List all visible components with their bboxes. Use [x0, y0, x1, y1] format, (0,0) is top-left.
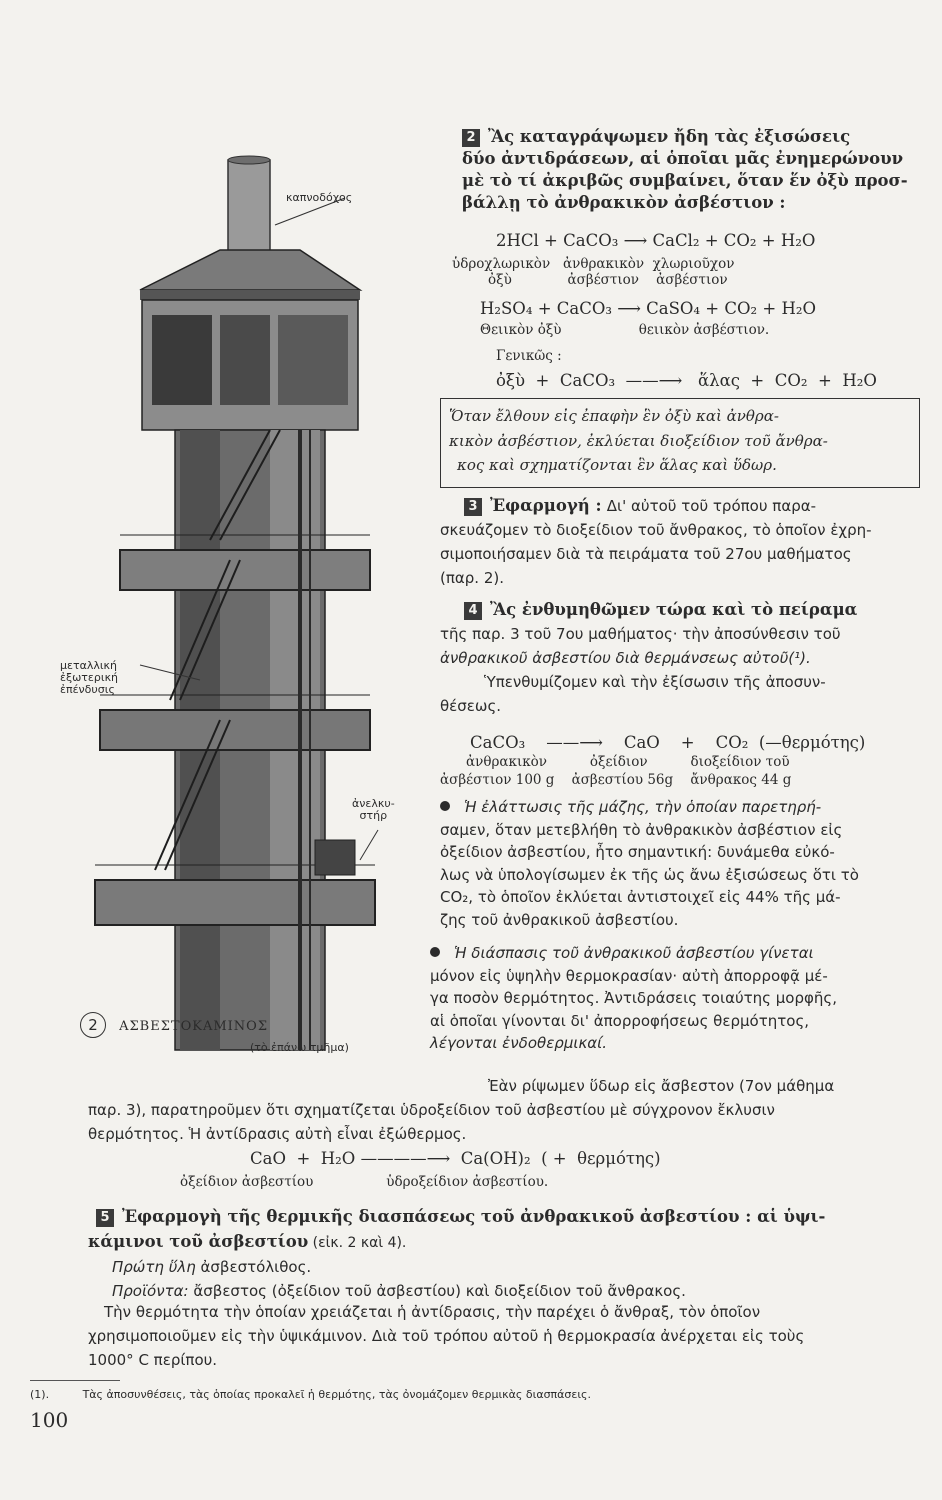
- section-4-heading: Ἂς ἐνθυμηθῶμεν τώρα καὶ τὸ πείραμα: [490, 600, 858, 619]
- figure-caption: [80, 1012, 349, 1054]
- paragraph-water: [88, 1074, 928, 1146]
- section-5-number: 5: [96, 1209, 114, 1227]
- paragraph-water-line-1: Ἐὰν ρίψωμεν ὕδωρ εἰς ἄσβεστον (7ον μάθημα: [488, 1077, 835, 1095]
- label-shell-line1: μεταλλική: [60, 659, 118, 672]
- bullet-1-line-5: CO₂, τὸ ὁποῖον ἐκλύεται ἀντιστοιχεῖ εἰς 44% τῆς μά-: [440, 888, 841, 906]
- general-label: Γενικῶς :: [496, 348, 562, 364]
- paragraph-water-line-2: παρ. 3), παρατηροῦμεν ὅτι σχηματίζεται ὑδροξείδιον τοῦ ἀσβεστίου μὲ σύγχρονον ἔκλυσιν: [88, 1101, 775, 1119]
- section-5-raw: Πρώτη ὕλη ἀσβεστόλιθος.: [112, 1258, 312, 1276]
- equation-h2so4: H₂SO₄ + CaCO₃ ⟶ CaSO₄ + CO₂ + H₂O: [480, 299, 816, 318]
- equation-hcl-label-2: ὀξὺ ἀσβέστιον ἀσβέστιον: [488, 272, 728, 288]
- section-5-body-line-3: 1000° C περίπου.: [88, 1351, 218, 1369]
- kiln-illustration: [60, 140, 440, 1060]
- bullet-1-line-4: λως νὰ ὑπολογίσωμεν ἐκ τῆς ὡς ἄνω ἐξισώσεως ὅτι τὸ: [440, 865, 859, 884]
- footnote-rule: [30, 1380, 120, 1381]
- label-shell-line2: ἐξωτερική: [60, 671, 119, 684]
- section-2-line-2: δύο ἀντιδράσεων, αἱ ὁποῖαι μᾶς ἐνημερώνουν: [462, 149, 904, 168]
- bullet-2-line-3: γα ποσὸν θερμότητος. Ἀντιδράσεις τοιαύτης μορφῆς,: [430, 989, 837, 1007]
- label-chimney: καπνοδόχος: [286, 191, 353, 204]
- section-4-line-4: θέσεως.: [440, 697, 502, 715]
- summary-box-line-2: κικὸν ἀσβέστιον, ἐκλύεται διοξείδιον τοῦ ἄνθρα-: [449, 432, 828, 450]
- equation-decomposition-label-2: ἀσβέστιον 100 g ἀσβεστίου 56g ἄνθρακος 44 g: [440, 772, 792, 788]
- equation-hcl-label-1: ὑδροχλωρικὸν ἀνθρακικὸν χλωριοῦχον: [452, 256, 735, 272]
- section-5-heading-line-2: κάμινοι τοῦ ἀσβεστίου (εἰκ. 2 καὶ 4).: [88, 1232, 407, 1251]
- section-5-heading-line-1: 5 Ἐφαρμογὴ τῆς θερμικῆς διασπάσεως τοῦ ἀνθρακικοῦ ἀσβεστίου : αἱ ὑψι-: [96, 1204, 926, 1230]
- figure-title: ΑΣΒΕΣΤΟΚΑΜΙΝΟΣ: [119, 1019, 269, 1034]
- figure-number-circle: 2: [80, 1012, 106, 1038]
- paragraph-water-line-3: θερμότητος. Ἡ ἀντίδρασις αὐτὴ εἶναι ἐξώθερμος.: [88, 1125, 467, 1143]
- footnote-mark: (1).: [30, 1388, 50, 1401]
- equation-decomposition-label-1: ἀνθρακικὸν ὀξείδιον διοξείδιον τοῦ: [466, 754, 790, 770]
- section-4-line-1: τῆς παρ. 3 τοῦ 7ου μαθήματος· τὴν ἀποσύνθεσιν τοῦ: [440, 625, 841, 643]
- bullet-1-line-6: ζης τοῦ ἀνθρακικοῦ ἀσβεστίου.: [440, 910, 679, 929]
- equation-h2so4-label: Θειικὸν ὀξὺ θειικὸν ἀσβέστιον.: [480, 322, 770, 338]
- label-shell-line3: ἐπένδυσις: [60, 683, 115, 696]
- label-elevator-line2: στήρ: [359, 809, 388, 822]
- summary-box-line-3: κος καὶ σχηματίζονται ἓν ἅλας καὶ ὕδωρ.: [457, 456, 777, 474]
- section-2-line-3: μὲ τὸ τί ἀκριβῶς συμβαίνει, ὅταν ἕν ὀξὺ προσ-: [462, 171, 908, 190]
- bullet-2-line-1: Ἡ διάσπασις τοῦ ἀνθρακικοῦ ἀσβεστίου γίνεται: [430, 942, 930, 965]
- section-3-line-1: 3 Ἐφαρμογή : Δι' αὐτοῦ τοῦ τρόπου παρα-: [440, 494, 930, 518]
- section-5-body: [88, 1300, 928, 1372]
- label-elevator: [352, 798, 395, 822]
- label-elevator-line1: ἀνελκυ-: [352, 797, 395, 810]
- bullet-block-2: [430, 942, 930, 1055]
- section-4: [440, 598, 930, 718]
- summary-box: [440, 398, 920, 488]
- bullet-block-1: [440, 796, 930, 931]
- bullet-dot: [430, 947, 440, 957]
- section-4-line-2: ἀνθρακικοῦ ἀσβεστίου διὰ θερμάνσεως αὐτοῦ(¹).: [440, 649, 811, 667]
- section-3-heading: Ἐφαρμογή :: [490, 496, 602, 515]
- bullet-2-line-4: αἱ ὁποῖαι γίνονται δι' ἀπορροφήσεως θερμότητος,: [430, 1011, 810, 1030]
- equation-decomposition: CaCO₃ ——⟶ CaO + CO₂ (—θερμότης): [470, 733, 866, 752]
- section-2-line-1: 2 Ἂς καταγράψωμεν ἤδη τὰς ἐξισώσεις: [462, 126, 932, 148]
- footnote: [30, 1388, 591, 1401]
- section-5: [88, 1204, 926, 1303]
- figure-kiln: [60, 140, 440, 1060]
- footnote-text: Τὰς ἀποσυνθέσεις, τὰς ὁποίας προκαλεῖ ἡ θερμότης, τὰς ὀνομάζομεν θερμικὰς διασπάσεις.: [82, 1388, 592, 1401]
- bullet-2-line-2: μόνον εἰς ὑψηλὴν θερμοκρασίαν· αὐτὴ ἀπορροφᾷ μέ-: [430, 966, 828, 985]
- equation-general: ὀξὺ + CaCO₃ ——⟶ ἅλας + CO₂ + H₂O: [496, 371, 877, 390]
- section-3-line-4: (παρ. 2).: [440, 569, 504, 587]
- equation-hcl: 2HCl + CaCO₃ ⟶ CaCl₂ + CO₂ + H₂O: [496, 231, 816, 250]
- section-5-body-line-1: Τὴν θερμότητα τὴν ὁποίαν χρειάζεται ἡ ἀντίδρασις, τὴν παρέχει ὁ ἄνθραξ, τὸν ὁποῖον: [104, 1303, 761, 1321]
- label-shell: [60, 660, 118, 696]
- section-4-number: 4: [464, 602, 482, 620]
- section-2-number: 2: [462, 129, 480, 147]
- equation-slaking-labels: ὀξείδιον ἀσβεστίου ὑδροξείδιον ἀσβεστίου.: [180, 1174, 549, 1190]
- section-5-body-line-2: χρησιμοποιοῦμεν εἰς τὴν ὑψικάμινον. Διὰ τοῦ τρόπου αὐτοῦ ἡ θερμοκρασία ἀνέρχεται εἰς τοὺς: [88, 1327, 805, 1345]
- section-3-number: 3: [464, 498, 482, 516]
- bullet-dot: [440, 801, 450, 811]
- section-2: [462, 126, 932, 214]
- section-3-line-2: σκευάζομεν τὸ διοξείδιον τοῦ ἄνθρακος, τὸ ὁποῖον ἐχρη-: [440, 521, 872, 539]
- page-number: 100: [30, 1408, 69, 1432]
- equation-slaking: CaO + H₂O ————⟶ Ca(OH)₂ ( + θερμότης): [250, 1149, 661, 1168]
- summary-box-line-1: Ὅταν ἔλθουν εἰς ἐπαφὴν ἓν ὀξὺ καὶ ἀνθρα-: [449, 407, 779, 425]
- bullet-2-line-5: λέγονται ἐνδοθερμικαί.: [430, 1034, 608, 1052]
- bullet-1-line-1: Ἡ ἐλάττωσις τῆς μάζης, τὴν ὁποίαν παρετηρή-: [440, 796, 930, 819]
- section-4-heading-line: [440, 598, 930, 622]
- section-3: [440, 494, 930, 590]
- section-5-products: Προϊόντα: ἄσβεστος (ὀξείδιον τοῦ ἀσβεστίου) καὶ διοξείδιον τοῦ ἄνθρακος.: [112, 1282, 686, 1300]
- bullet-1-line-3: ὀξείδιον ἀσβεστίου, ἦτο σημαντική: δυνάμεθα εὐκό-: [440, 843, 835, 861]
- section-4-line-3: Ὑπενθυμίζομεν καὶ τὴν ἐξίσωσιν τῆς ἀποσυν-: [484, 673, 826, 691]
- bullet-1-line-2: σαμεν, ὅταν μετεβλήθη τὸ ἀνθρακικὸν ἀσβέστιον εἰς: [440, 820, 843, 839]
- section-2-line-4: βάλλῃ τὸ ἀνθρακικὸν ἀσβέστιον :: [462, 193, 786, 212]
- section-3-line-3: σιμοποιήσαμεν διὰ τὰ πειράματα τοῦ 27ου μαθήματος: [440, 545, 852, 563]
- figure-subtitle: (τὸ ἐπάνω τμῆμα): [250, 1041, 349, 1054]
